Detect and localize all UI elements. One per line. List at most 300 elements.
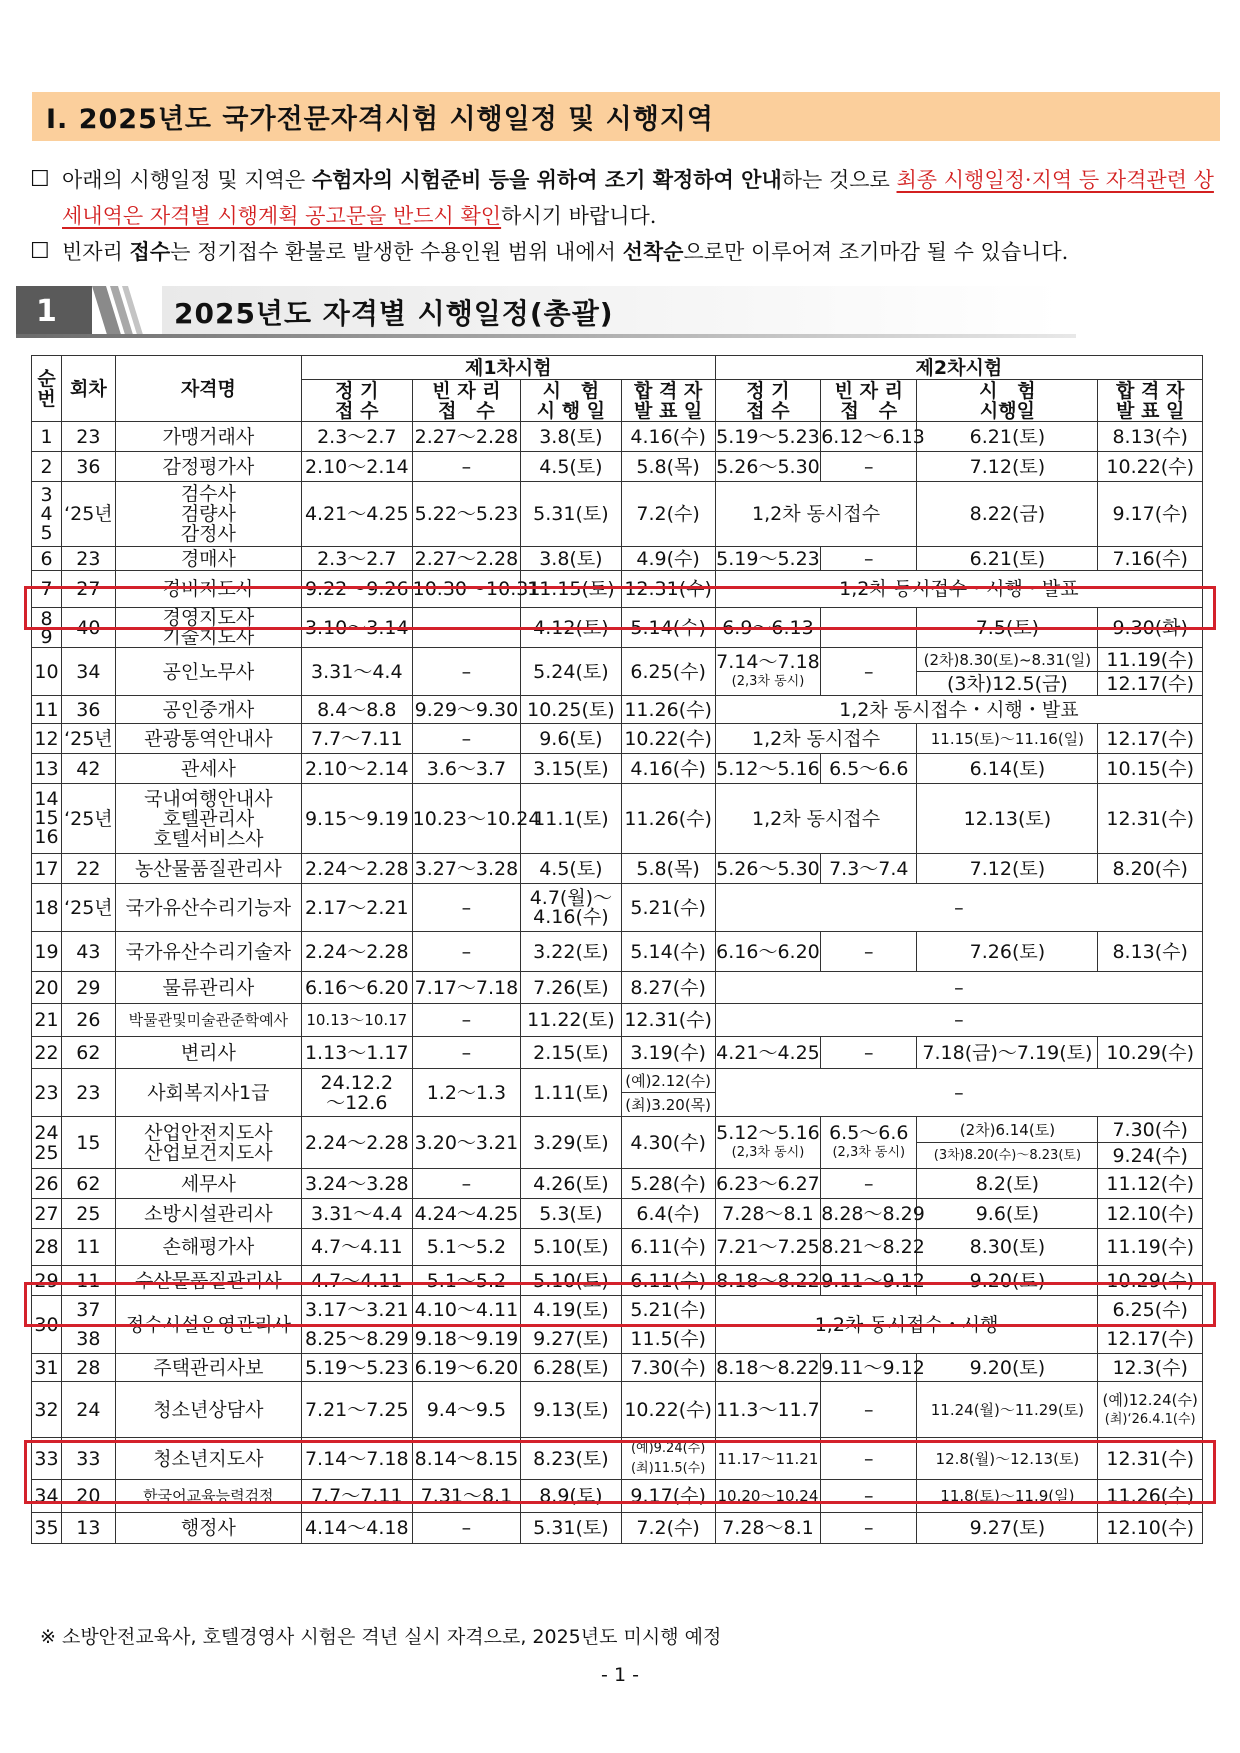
cell: 1,2차 동시접수・시행・발표: [715, 696, 1202, 724]
cell: 24.12.2 ～12.6: [301, 1069, 412, 1117]
cell: (3차)8.20(수)～8.23(토): [917, 1143, 1098, 1169]
header-exam-date: 시 험 시 행 일: [521, 380, 621, 422]
cell: 10.15(수): [1098, 754, 1203, 784]
cell: 10.29(수): [1098, 1037, 1203, 1069]
cell: 6.5～6.6: [821, 754, 917, 784]
cell: 7: [32, 571, 62, 608]
cell: 8.21～8.22: [821, 1229, 917, 1266]
cell: 10.25(토): [521, 696, 621, 724]
cell: 32: [32, 1382, 62, 1438]
cell: 7.28～8.1: [715, 1199, 821, 1229]
cell: 1,2차 동시접수・시행・발표: [715, 571, 1202, 608]
cell: 7.7～7.11: [301, 724, 412, 754]
cell: 8.20(수): [1098, 854, 1203, 884]
cell: 10.30～10.31: [412, 571, 521, 608]
cell: 10.23～10.24: [412, 784, 521, 854]
cell: 6.16～6.20: [715, 932, 821, 972]
cell: 23: [61, 547, 115, 571]
cell: 11.19(수): [1098, 1229, 1203, 1266]
cell-note: (최)11.5(수): [630, 1460, 706, 1476]
cell: 관광통역안내사: [115, 724, 301, 754]
cell: 4.5(토): [521, 854, 621, 884]
table-row: [32, 854, 1203, 884]
cell: ‘25년: [61, 724, 115, 754]
cell: 국가유산수리기능자: [115, 884, 301, 932]
cell: 6.23～6.27: [715, 1169, 821, 1199]
cell: 10.20～10.24: [715, 1480, 821, 1513]
cell: –: [821, 1480, 917, 1513]
cell: 행정사: [115, 1513, 301, 1544]
cell: 23: [61, 1069, 115, 1117]
cell: 1.2～1.3: [412, 1069, 521, 1117]
cell: 5.1～5.2: [412, 1229, 521, 1266]
cell: –: [821, 547, 917, 571]
cell: 40: [61, 608, 115, 648]
table-row: [32, 608, 1203, 648]
cell: 6.11(수): [621, 1266, 715, 1296]
cell: 2.27～2.28: [412, 422, 521, 452]
cell: 1,2차 동시접수・시행: [715, 1296, 1098, 1354]
cell: 8.9(토): [521, 1480, 621, 1513]
cell: [715, 1117, 821, 1169]
cell: 5.14(수): [621, 608, 715, 648]
cell: 9.29～9.30: [412, 696, 521, 724]
cell: 9.11～9.12: [821, 1354, 917, 1382]
table-row: [32, 452, 1203, 482]
cell: –: [821, 1169, 917, 1199]
cell: 12: [32, 724, 62, 754]
notice-text: 하시기 바랍니다.: [501, 204, 657, 228]
cell: –: [821, 1438, 917, 1480]
cell: 사회복지사1급: [115, 1069, 301, 1117]
cell: 7.5(토): [917, 608, 1098, 648]
notice-1: [30, 162, 1222, 234]
cell: 5.3(토): [521, 1199, 621, 1229]
cell: 1,2차 동시접수: [715, 482, 917, 547]
table-row: [32, 1037, 1203, 1069]
notice-text: 빈자리: [62, 240, 130, 264]
cell: 3.8(토): [521, 547, 621, 571]
cell: –: [821, 608, 917, 648]
cell: 33: [61, 1438, 115, 1480]
table-row: [32, 1229, 1203, 1266]
notice-2: [30, 234, 1222, 270]
cell: 12.10(수): [1098, 1513, 1203, 1544]
cell: 43: [61, 932, 115, 972]
cell: 3.31～4.4: [301, 1199, 412, 1229]
cell: 7.31～8.1: [412, 1480, 521, 1513]
cell: 26: [61, 1004, 115, 1037]
cell: 4.5(토): [521, 452, 621, 482]
section-banner: [32, 92, 1220, 141]
cell: [1098, 1382, 1203, 1438]
cell: –: [412, 884, 521, 932]
cell: 12.13(토): [917, 784, 1098, 854]
cell: 4.12(토): [521, 608, 621, 648]
header-vacancy: 빈 자 리 접 수: [412, 380, 521, 422]
cell: 24 25: [32, 1117, 62, 1169]
cell: 세무사: [115, 1169, 301, 1199]
cell-line: (예)12.24(수): [1102, 1390, 1198, 1409]
table-row: [32, 1382, 1203, 1438]
cell: –: [821, 648, 917, 696]
cell: 8.22(금): [917, 482, 1098, 547]
cell: 4.16(수): [621, 422, 715, 452]
cell: 9.4～9.5: [412, 1382, 521, 1438]
cell: 12.31(수): [621, 571, 715, 608]
cell: 7.12(토): [917, 452, 1098, 482]
cell: 9.6(토): [917, 1199, 1098, 1229]
cell: 5.22～5.23: [412, 482, 521, 547]
cell: 박물관및미술관준학예사: [115, 1004, 301, 1037]
cell: (2차)8.30(토)~8.31(일): [917, 648, 1098, 672]
table-row: [32, 648, 1203, 672]
cell: 6.16～6.20: [301, 972, 412, 1004]
cell: –: [412, 1037, 521, 1069]
cell: –: [412, 932, 521, 972]
table-row: [32, 571, 1203, 608]
cell: 3.20～3.21: [412, 1117, 521, 1169]
cell: 25: [61, 1199, 115, 1229]
cell: 8.25～8.29: [301, 1325, 412, 1354]
schedule-table: [31, 355, 1203, 1544]
cell: 3.31～4.4: [301, 648, 412, 696]
cell: 8.4～8.8: [301, 696, 412, 724]
cell: –: [715, 884, 1202, 932]
cell: 9.24(수): [1098, 1143, 1203, 1169]
cell: 11.17～11.21: [715, 1438, 821, 1480]
cell: –: [412, 724, 521, 754]
cell: 11.15(토)～11.16(일): [917, 724, 1098, 754]
cell: 3.19(수): [621, 1037, 715, 1069]
cell: 4.21～4.25: [301, 482, 412, 547]
table-row: [32, 482, 1203, 547]
cell: 11.15(토): [521, 571, 621, 608]
cell: 5.21(수): [621, 884, 715, 932]
cell: 4.9(수): [621, 547, 715, 571]
header-no: 순번: [32, 356, 62, 422]
section-header: [16, 286, 1076, 338]
cell: 9.27(토): [521, 1325, 621, 1354]
cell: (3차)12.5(금): [917, 672, 1098, 696]
cell: 12.17(수): [1098, 724, 1203, 754]
cell: 6.4(수): [621, 1199, 715, 1229]
table-row: [32, 1199, 1203, 1229]
cell: 20: [61, 1480, 115, 1513]
cell: 9.6(토): [521, 724, 621, 754]
checkbox-square-icon: ☐: [30, 239, 50, 264]
cell: 36: [61, 696, 115, 724]
cell: 1.13～1.17: [301, 1037, 412, 1069]
cell: 6.14(토): [917, 754, 1098, 784]
cell: 4.7(월)～ 4.16(수): [521, 884, 621, 932]
cell: 37: [61, 1296, 115, 1325]
cell: 공인노무사: [115, 648, 301, 696]
cell: 국내여행안내사 호텔관리사 호텔서비스사: [115, 784, 301, 854]
table-row: [32, 1266, 1203, 1296]
cell: (2차)6.14(토): [917, 1117, 1098, 1143]
table-row: [32, 1169, 1203, 1199]
header-result: 합 격 자 발 표 일: [621, 380, 715, 422]
cell: –: [821, 932, 917, 972]
table-row: [32, 422, 1203, 452]
table-row: [32, 1004, 1203, 1037]
cell: 7.12(토): [917, 854, 1098, 884]
cell: 8.13(수): [1098, 422, 1203, 452]
cell: 4.7～4.11: [301, 1229, 412, 1266]
cell: 5.26～5.30: [715, 854, 821, 884]
table-row: [32, 1480, 1203, 1513]
cell: 27: [32, 1199, 62, 1229]
cell: 11.19(수): [1098, 648, 1203, 672]
cell: 6.19～6.20: [412, 1354, 521, 1382]
cell: 22: [32, 1037, 62, 1069]
cell: 경비지도사: [115, 571, 301, 608]
cell: 7.17～7.18: [412, 972, 521, 1004]
cell: 7.21～7.25: [301, 1382, 412, 1438]
cell: 4.21～4.25: [715, 1037, 821, 1069]
cell: 17: [32, 854, 62, 884]
cell: 12.17(수): [1098, 672, 1203, 696]
cell: 5.1～5.2: [412, 1266, 521, 1296]
cell: 7.21～7.25: [715, 1229, 821, 1266]
cell: 6.21(토): [917, 422, 1098, 452]
cell: 2.10～2.14: [301, 754, 412, 784]
cell: 관세사: [115, 754, 301, 784]
table-row: [32, 754, 1203, 784]
cell: 15: [61, 1117, 115, 1169]
cell: 4.24～4.25: [412, 1199, 521, 1229]
cell: 29: [32, 1266, 62, 1296]
cell: 5.19～5.23: [715, 422, 821, 452]
cell: 6.21(토): [917, 547, 1098, 571]
cell: 국가유산수리기술자: [115, 932, 301, 972]
cell: 12.17(수): [1098, 1325, 1203, 1354]
cell: 3.15(토): [521, 754, 621, 784]
cell: 6.9～6.13: [715, 608, 821, 648]
cell: 9.15～9.19: [301, 784, 412, 854]
header-exam-date-2: 시 험 시행일: [917, 380, 1098, 422]
cell: (예)2.12(수): [621, 1069, 715, 1093]
cell: 2.24～2.28: [301, 932, 412, 972]
cell: ‘25년: [61, 482, 115, 547]
table-row: [32, 696, 1203, 724]
cell: 4.19(토): [521, 1296, 621, 1325]
cell: 10.13～10.17: [301, 1004, 412, 1037]
section-number: 1: [16, 286, 92, 338]
cell: 9.20(토): [917, 1266, 1098, 1296]
cell: 8.30(토): [917, 1229, 1098, 1266]
header-first-exam: 제1차시험: [301, 356, 715, 380]
cell: 7.26(토): [917, 932, 1098, 972]
cell: 경매사: [115, 547, 301, 571]
cell: 11.26(수): [1098, 1480, 1203, 1513]
cell-note: (2,3차 동시): [832, 1144, 906, 1160]
cell-note: (2,3차 동시): [731, 673, 805, 689]
cell: 11.8(토)～11.9(일): [917, 1480, 1098, 1513]
cell: 5.12～5.16: [715, 754, 821, 784]
cell: 62: [61, 1169, 115, 1199]
cell: 36: [61, 452, 115, 482]
cell: 8.18～8.22: [715, 1266, 821, 1296]
notice-bold: 선착순: [622, 239, 684, 264]
banner-title: Ⅰ. 2025년도 국가전문자격시험 시행일정 및 시행지역: [46, 104, 715, 135]
cell: 12.31(수): [621, 1004, 715, 1037]
cell: 5.31(토): [521, 482, 621, 547]
cell: 11: [32, 696, 62, 724]
cell: 10: [32, 648, 62, 696]
table-row: [32, 932, 1203, 972]
cell: 공인중개사: [115, 696, 301, 724]
cell: 주택관리사보: [115, 1354, 301, 1382]
cell: [821, 1117, 917, 1169]
cell: 8.14～8.15: [412, 1438, 521, 1480]
cell: 농산물품질관리사: [115, 854, 301, 884]
cell: 62: [61, 1037, 115, 1069]
cell: 4.7～4.11: [301, 1266, 412, 1296]
cell: 수산물품질관리사: [115, 1266, 301, 1296]
cell: 3.8(토): [521, 422, 621, 452]
cell: 7.28～8.1: [715, 1513, 821, 1544]
cell-line: 7.14～7.18: [716, 650, 820, 673]
cell: 5.8(목): [621, 452, 715, 482]
cell: 23: [61, 422, 115, 452]
cell: 2.24～2.28: [301, 854, 412, 884]
cell: 2: [32, 452, 62, 482]
cell: 12.10(수): [1098, 1199, 1203, 1229]
cell: 한국어교육능력검정: [115, 1480, 301, 1513]
cell: 5.24(토): [521, 648, 621, 696]
cell: 6.25(수): [621, 648, 715, 696]
cell: 7.30(수): [1098, 1117, 1203, 1143]
cell: 13: [32, 754, 62, 784]
cell: –: [821, 1382, 917, 1438]
cell: –: [821, 1037, 917, 1069]
cell: 5.26～5.30: [715, 452, 821, 482]
cell: 3.24～3.28: [301, 1169, 412, 1199]
cell: 9.22～9.26: [301, 571, 412, 608]
cell: 4.26(토): [521, 1169, 621, 1199]
cell: 11.3～11.7: [715, 1382, 821, 1438]
cell: 7.26(토): [521, 972, 621, 1004]
cell: 12.31(수): [1098, 784, 1203, 854]
cell: 5.28(수): [621, 1169, 715, 1199]
cell: (최)3.20(목): [621, 1093, 715, 1117]
notice-text: 하는 것으로: [781, 168, 897, 192]
cell: 11.24(월)～11.29(토): [917, 1382, 1098, 1438]
cell: –: [821, 1513, 917, 1544]
cell: 2.27～2.28: [412, 547, 521, 571]
cell: 11.26(수): [621, 696, 715, 724]
cell-note: (2,3차 동시): [731, 1144, 805, 1160]
cell: 6.28(토): [521, 1354, 621, 1382]
notice-bold: 수험자의 시험준비 등을 위하여 조기 확정하여 안내: [311, 167, 782, 192]
cell: 8 9: [32, 608, 62, 648]
cell: 1: [32, 422, 62, 452]
cell: –: [715, 972, 1202, 1004]
cell: 4.16(수): [621, 754, 715, 784]
cell: –: [412, 608, 521, 648]
cell: 3 4 5: [32, 482, 62, 547]
cell: 8.18～8.22: [715, 1354, 821, 1382]
table-row: [32, 1513, 1203, 1544]
header-second-exam: 제2차시험: [715, 356, 1202, 380]
cell: 5.14(수): [621, 932, 715, 972]
cell: 11.5(수): [621, 1325, 715, 1354]
cell: 정수시설운영관리사: [115, 1296, 301, 1354]
cell: 11: [61, 1266, 115, 1296]
cell: 13: [61, 1513, 115, 1544]
cell: 9.13(토): [521, 1382, 621, 1438]
header-round: 회차: [61, 356, 115, 422]
section-underline: [16, 334, 1076, 338]
cell: 검수사 검량사 감정사: [115, 482, 301, 547]
cell: 3.6～3.7: [412, 754, 521, 784]
cell: 6: [32, 547, 62, 571]
cell: 소방시설관리사: [115, 1199, 301, 1229]
cell: 6.12～6.13: [821, 422, 917, 452]
table-row: [32, 1117, 1203, 1143]
cell: 27: [61, 571, 115, 608]
cell: 3.27～3.28: [412, 854, 521, 884]
cell-line: (예)9.24(수): [630, 1440, 706, 1456]
cell: 감정평가사: [115, 452, 301, 482]
cell: 10.22(수): [621, 724, 715, 754]
cell: 10.22(수): [1098, 452, 1203, 482]
cell: 5.8(목): [621, 854, 715, 884]
cell-line: 6.5～6.6: [829, 1121, 909, 1144]
cell: 3.29(토): [521, 1117, 621, 1169]
cell: ‘25년: [61, 884, 115, 932]
cell: 14 15 16: [32, 784, 62, 854]
table-row: [32, 1069, 1203, 1093]
header-reg-2: 정 기 접 수: [715, 380, 821, 422]
cell: 21: [32, 1004, 62, 1037]
cell: 9.27(토): [917, 1513, 1098, 1544]
cell: 34: [61, 648, 115, 696]
table-row: [32, 784, 1203, 854]
cell: –: [715, 1004, 1202, 1037]
cell: 5.10(토): [521, 1266, 621, 1296]
cell: 22: [61, 854, 115, 884]
cell: 12.31(수): [1098, 1438, 1203, 1480]
footnote: ※ 소방안전교육사, 호텔경영사 시험은 격년 실시 자격으로, 2025년도 미시행 예정: [40, 1626, 722, 1648]
cell: 9.17(수): [621, 1480, 715, 1513]
cell: 7.16(수): [1098, 547, 1203, 571]
cell: 물류관리사: [115, 972, 301, 1004]
cell: –: [715, 1069, 1202, 1117]
cell: 9.17(수): [1098, 482, 1203, 547]
notice-text: 으로만 이루어져 조기마감 될 수 있습니다.: [683, 240, 1069, 264]
cell: 8.2(토): [917, 1169, 1098, 1199]
cell: 2.3～2.7: [301, 547, 412, 571]
cell: 3.17～3.21: [301, 1296, 412, 1325]
cell: 11: [61, 1229, 115, 1266]
table-row: [32, 884, 1203, 932]
cell: 2.24～2.28: [301, 1117, 412, 1169]
cell: 9.30(화): [1098, 608, 1203, 648]
cell: –: [821, 452, 917, 482]
cell: –: [412, 1169, 521, 1199]
cell: 29: [61, 972, 115, 1004]
cell: 1,2차 동시접수: [715, 784, 917, 854]
checkbox-square-icon: ☐: [30, 167, 50, 192]
cell: 4.10～4.11: [412, 1296, 521, 1325]
cell: 1,2차 동시접수: [715, 724, 917, 754]
cell: 26: [32, 1169, 62, 1199]
table-row: [32, 1296, 1203, 1325]
cell: 8.23(토): [521, 1438, 621, 1480]
